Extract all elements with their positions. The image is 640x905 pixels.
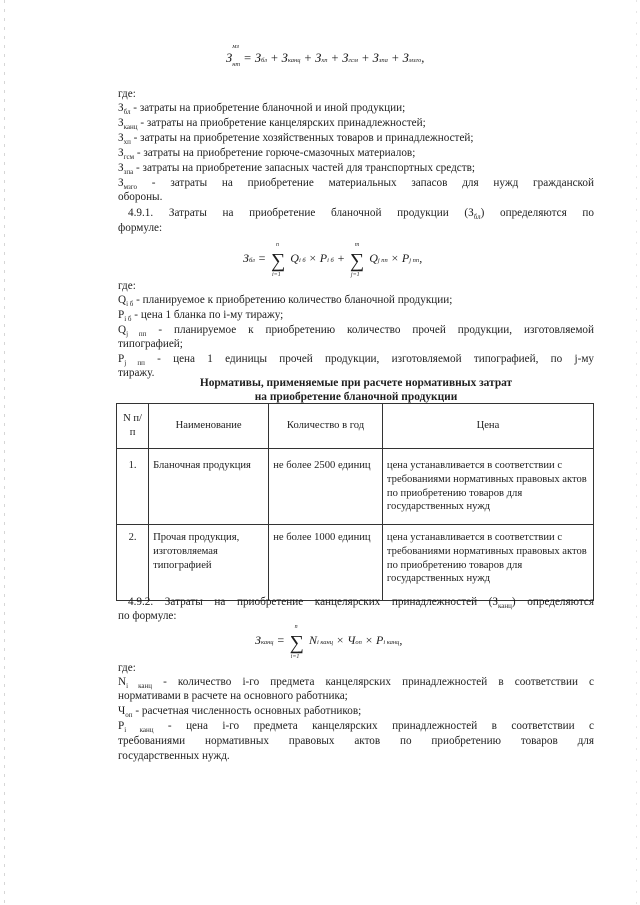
where-label: где: [118, 662, 136, 674]
list-item: $З_{гсм}$ - затраты на приобретение горюче-смазочных материалов; [118, 147, 416, 162]
list-item: $З_{бл}$ - затраты на приобретение бланочной и иной продукции; [118, 102, 406, 117]
header-qty: Количество в год [269, 404, 383, 449]
table-row [117, 525, 594, 601]
row-qty: не более 2500 единиц [269, 449, 383, 525]
header-price: Цена [382, 404, 593, 449]
list-item-continuation: обороны. [118, 191, 163, 203]
section-4-9-2-heading: 4.9.2. Затраты на приобретение канцелярских принадлежностей $(З_{канц})$ определяются [128, 596, 594, 611]
formula-main: З мз $_{нт}$ = Збл + Зканц + Зхп + Згсм + Ззпа + Змзго, [226, 43, 425, 68]
list-item: $Ч_{оп}$ - расчетная численность основных работников; [118, 705, 362, 720]
header-num: N п/п [117, 404, 149, 449]
where-label: где: [118, 280, 136, 292]
norms-table [116, 403, 594, 601]
list-item: $З_{хп}$ - затраты на приобретение хозяйственных товаров и принадлежностей; [118, 132, 474, 147]
list-item: $P_{j пп}$ - цена 1 единицы прочей продукции, изготовляемой типографией, по j-му [118, 353, 594, 368]
row-num: 1. [117, 449, 149, 525]
list-item-continuation: нормативами в расчете на основного работника; [118, 690, 348, 702]
list-item: $Q_{j пп}$ - планируемое к приобретению количество прочей продукции, изготовляемой [118, 324, 595, 339]
list-item-continuation: требованиями нормативных правовых актов по приобретению товаров для [118, 735, 594, 747]
row-num: 2. [117, 525, 149, 601]
list-item-continuation: типографией; [118, 338, 183, 350]
list-item: $P_{i б}$ - цена 1 бланка по i-му тиражу; [118, 309, 284, 324]
row-qty: не более 1000 единиц [269, 525, 383, 601]
formula-kanc: Зканц = ∑ n i=1 Ni канц × Чоп × Pi канц, [255, 624, 403, 661]
list-item: $P_{i канц}$ - цена i-го предмета канцелярских принадлежностей в соответствии с [118, 720, 594, 735]
list-item: $N_{i канц}$ - количество i-го предмета канцелярских принадлежностей в соответствии с [118, 676, 595, 691]
list-item-continuation: тиражу. [118, 367, 155, 379]
table-row [117, 449, 594, 525]
list-item: $З_{зпа}$ - затраты на приобретение запасных частей для транспортных средств; [118, 162, 476, 177]
row-price: цена устанавливается в соответствии с требованиями нормативных правовых актов по приобретению товаров для государственных нужд [382, 449, 593, 525]
table-subtitle: на приобретение бланочной продукции [254, 391, 458, 403]
scan-edge-right [636, 0, 637, 905]
header-name: Наименование [149, 404, 269, 449]
section-4-9-1-heading: 4.9.1. Затраты на приобретение бланочной продукции $(З_{бл})$ определяются по [128, 207, 594, 222]
where-label: где: [118, 88, 136, 100]
row-name: Бланочная продукция [149, 449, 269, 525]
table-title: Нормативы, применяемые при расчете нормативных затрат [199, 377, 513, 389]
scan-edge-left [4, 0, 5, 905]
row-price: цена устанавливается в соответствии с требованиями нормативных правовых актов по приобретению товаров для государственных нужд [382, 525, 593, 601]
row-name: Прочая продукция, изготовляемая типографией [149, 525, 269, 601]
section-4-9-1-heading-cont: формуле: [118, 222, 163, 234]
list-item: $Q_{i б}$ - планируемое к приобретению количество бланочной продукции; [118, 294, 453, 309]
section-4-9-2-heading-cont: по формуле: [118, 610, 177, 622]
list-item-continuation: государственных нужд. [118, 750, 230, 762]
table-header-row [117, 404, 594, 449]
list-item: $З_{канц}$ - затраты на приобретение канцелярских принадлежностей; [118, 117, 426, 132]
list-item: $З_{мзго}$ - затраты на приобретение материальных запасов для нужд гражданской [118, 177, 594, 192]
formula-blank: Збл = ∑ n i=1 Qi б × Pi б + ∑ m j=1 Qj пп × Pj пп, [243, 242, 423, 279]
